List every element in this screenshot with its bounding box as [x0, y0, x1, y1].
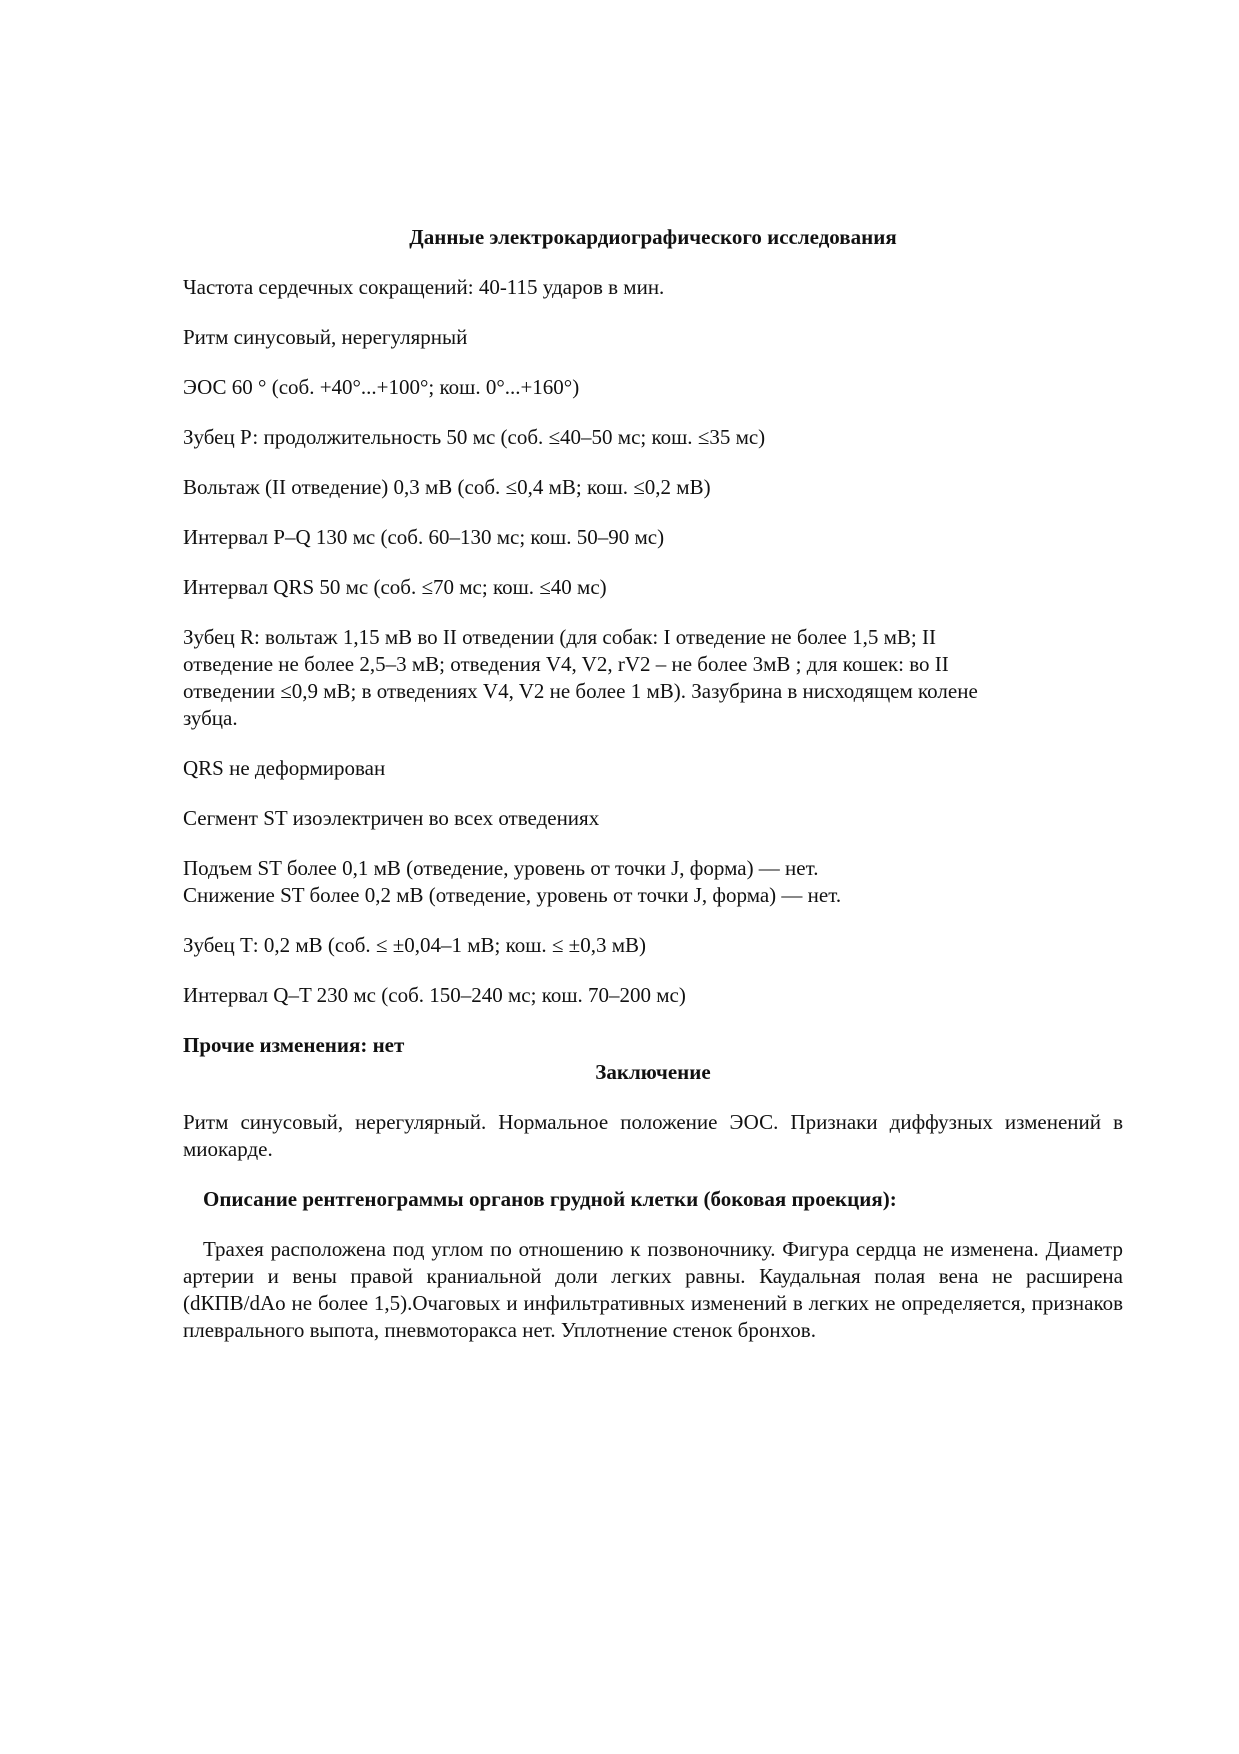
t-wave-line: Зубец Т: 0,2 мВ (соб. ≤ ±0,04–1 мВ; кош. ≤ ±0,3 мВ) [183, 933, 646, 957]
r-wave-line: зубца. [183, 706, 238, 730]
r-wave-paragraph [183, 624, 1123, 732]
conclusion-heading: Заключение [595, 1060, 711, 1084]
xray-text: Трахея расположена под углом по отношению к позвоночнику. Фигура сердца не изменена. Диаметр артерии и вены правой краниальной доли легких равны. Каудальная полая вена не расширена (dКПВ/dAo не более 1,5).Очаговых и инфильтративных изменений в легких не определяется, признаков плеврального выпота, пневмоторакса нет. Уплотнение стенок бронхов. [183, 1237, 1123, 1342]
conclusion-text: Ритм синусовый, нерегулярный. Нормальное положение ЭОС. Признаки диффузных изменений в миокарде. [183, 1110, 1123, 1161]
rhythm-line: Ритм синусовый, нерегулярный [183, 325, 468, 349]
st-elevation-line: Подъем ST более 0,1 мВ (отведение, уровень от точки J, форма) — нет. [183, 856, 819, 880]
qrs-interval-line: Интервал QRS 50 мс (соб. ≤70 мс; кош. ≤40 мс) [183, 575, 607, 599]
qt-interval-line: Интервал Q–T 230 мс (соб. 150–240 мс; кош. 70–200 мс) [183, 983, 686, 1007]
pq-interval-line: Интервал P–Q 130 мс (соб. 60–130 мс; кош. 50–90 мс) [183, 525, 665, 549]
r-wave-line: Зубец R: вольтаж 1,15 мВ во II отведении (для собак: I отведение не более 1,5 мВ; II [183, 625, 936, 649]
p-wave-line: Зубец Р: продолжительность 50 мс (соб. ≤40–50 мс; кош. ≤35 мс) [183, 425, 766, 449]
qrs-shape-line: QRS не деформирован [183, 756, 386, 780]
r-wave-line: отведение не более 2,5–3 мВ; отведения V4, V2, rV2 – не более 3мВ ; для кошек: во II [183, 652, 949, 676]
eos-line: ЭОС 60 ° (соб. +40°...+100°; кош. 0°...+160°) [183, 375, 580, 399]
ecg-title: Данные электрокардиографического исследования [409, 225, 897, 249]
document-body [183, 224, 1123, 1367]
other-changes-line: Прочие изменения: нет [183, 1033, 405, 1057]
xray-heading: Описание рентгенограммы органов грудной клетки (боковая проекция): [203, 1187, 897, 1211]
r-wave-line: отведении ≤0,9 мВ; в отведениях V4, V2 не более 1 мВ). Зазубрина в нисходящем колене [183, 679, 978, 703]
voltage-line: Вольтаж (II отведение) 0,3 мВ (соб. ≤0,4 мВ; кош. ≤0,2 мВ) [183, 475, 711, 499]
st-depression-line: Снижение ST более 0,2 мВ (отведение, уровень от точки J, форма) — нет. [183, 883, 842, 907]
heart-rate-line: Частота сердечных сокращений: 40-115 ударов в мин. [183, 275, 665, 299]
st-segment-line: Сегмент ST изоэлектричен во всех отведениях [183, 806, 600, 830]
st-changes-paragraph [183, 855, 1123, 909]
